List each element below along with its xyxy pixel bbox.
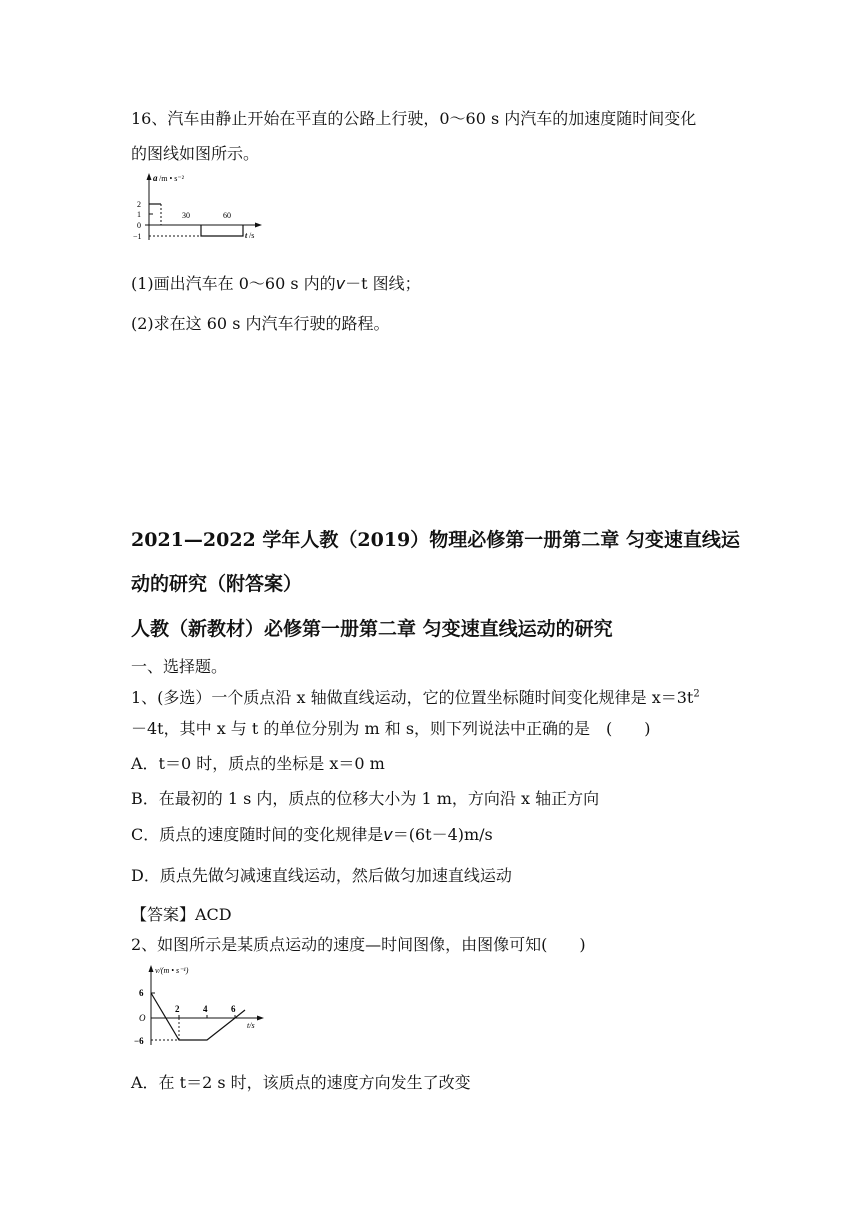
q16-part2: (2)求在这 60 s 内汽车行驶的路程。 <box>131 314 390 333</box>
q1-stem-text: 1、(多选）一个质点沿 x 轴做直线运动，它的位置坐标随时间变化规律是 x＝3t <box>131 688 694 707</box>
q16-part1-v: v <box>335 274 346 293</box>
a-axis-unit: /m • s⁻² <box>159 174 184 183</box>
q1-option-c-v: v <box>383 825 393 844</box>
q1-option-c-text-a: C．质点的速度随时间的变化规律是 <box>131 825 384 844</box>
acceleration-time-graph <box>131 170 271 248</box>
ytick-1: 1 <box>137 210 141 219</box>
q1-answer: 【答案】ACD <box>131 905 232 924</box>
origin-label: O <box>139 1013 146 1023</box>
t-axis-label: t/s <box>247 1021 255 1030</box>
v-axis-label: v/(m • s⁻¹) <box>155 966 189 975</box>
q1-option-c <box>131 822 493 845</box>
q16-stem-line1: 16、汽车由静止开始在平直的公路上行驶，0～60 s 内汽车的加速度随时间变化 <box>131 109 697 128</box>
q1-superscript: 2 <box>693 688 700 700</box>
q16-part1-text-a: (1)画出汽车在 0～60 s 内的 <box>131 274 336 293</box>
vtick-6: 6 <box>139 988 144 998</box>
velocity-line <box>151 993 245 1040</box>
xtick-60: 60 <box>223 211 231 220</box>
doc-title-line2: 动的研究（附答案） <box>131 573 303 595</box>
q2-stem: 2、如图所示是某质点运动的速度—时间图像，由图像可知( ) <box>131 935 586 954</box>
q16-stem-line2: 的图线如图所示。 <box>131 144 260 163</box>
segment-a-neg1 <box>201 225 243 236</box>
ytick-neg1: −1 <box>133 232 142 241</box>
t-axis-symbol: t <box>245 231 248 240</box>
ttick-2: 2 <box>175 1004 180 1014</box>
ttick-6: 6 <box>231 1004 236 1014</box>
q16-part1-text-b: －t 图线； <box>345 274 421 293</box>
ttick-4: 4 <box>203 1004 208 1014</box>
q2-option-a: A．在 t＝2 s 时，该质点的速度方向发生了改变 <box>131 1073 471 1092</box>
doc-title-line1: 2021—2022 学年人教（2019）物理必修第一册第二章 匀变速直线运 <box>131 529 740 551</box>
xtick-30: 30 <box>182 211 190 220</box>
vtick-neg6: −6 <box>134 1036 144 1046</box>
doc-subtitle: 人教（新教材）必修第一册第二章 匀变速直线运动的研究 <box>131 618 613 640</box>
t-axis-unit: /s <box>249 231 255 240</box>
a-axis-symbol: a <box>153 173 158 183</box>
q1-option-a: A．t＝0 时，质点的坐标是 x＝0 m <box>131 754 385 773</box>
q1-stem-line1 <box>131 685 700 708</box>
section-heading: 一、选择题。 <box>131 657 228 676</box>
q16-part1 <box>131 271 421 294</box>
q1-option-d: D．质点先做匀减速直线运动，然后做匀加速直线运动 <box>131 866 512 885</box>
ytick-0: 0 <box>137 221 141 230</box>
velocity-time-graph <box>131 960 271 1050</box>
q1-stem-line2: －4t，其中 x 与 t 的单位分别为 m 和 s，则下列说法中正确的是 ( ) <box>131 719 651 738</box>
q1-option-c-text-b: ＝(6t－4)m/s <box>392 825 493 844</box>
q1-option-b: B．在最初的 1 s 内，质点的位移大小为 1 m，方向沿 x 轴正方向 <box>131 789 600 808</box>
ytick-2: 2 <box>137 200 141 209</box>
